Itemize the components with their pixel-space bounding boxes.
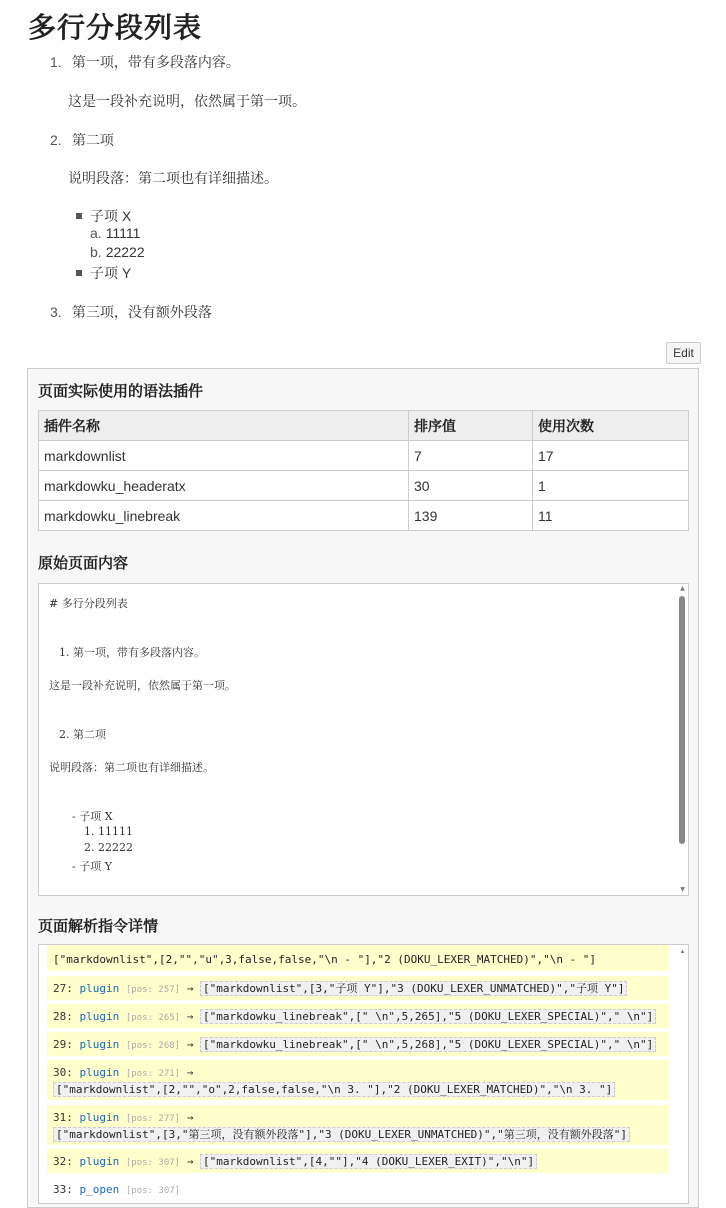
scroll-thumb[interactable] — [679, 596, 685, 844]
row-number: 32: — [53, 1155, 73, 1168]
raw-content-textarea[interactable] — [38, 583, 689, 896]
bullet-icon — [76, 270, 82, 276]
pos-label: [pos: 265] — [125, 1013, 181, 1023]
edit-button[interactable]: Edit — [666, 342, 701, 364]
pos-value: 268 — [158, 1041, 175, 1051]
list-item-paragraph: 说明段落：第二项也有详细描述。 — [68, 170, 278, 186]
arrow-icon: → — [186, 1010, 194, 1023]
scroll-up-icon[interactable]: ▲ — [679, 949, 686, 955]
nested-list-text: 22222 — [105, 244, 145, 260]
parse-code: ["markdownlist",[2,"","o",2,false,false,"\n 3. "],"2 (DOKU_LEXER_MATCHED)","\n 3. "] — [53, 1082, 615, 1097]
scrollbar[interactable] — [679, 949, 686, 1197]
parse-code: ["markdownlist",[4,""],"4 (DOKU_LEXER_EXIT)","\n"] — [200, 1154, 537, 1169]
raw-line: 1. 第一项，带有多段落内容。 — [59, 646, 205, 659]
list-number: 3. — [50, 304, 62, 320]
parse-row — [47, 1060, 669, 1100]
parse-code: ["markdowku_linebreak",[" \n",5,265],"5 (DOKU_LEXER_SPECIAL)"," \n"] — [200, 1009, 656, 1024]
arrow-icon: → — [186, 982, 194, 995]
raw-line: - 子项 X — [72, 810, 113, 823]
pos-value: 265 — [158, 1013, 175, 1023]
table-cell: 17 — [533, 441, 689, 471]
pos-value: 277 — [158, 1114, 175, 1124]
raw-content-title: 原始页面内容 — [38, 555, 129, 572]
parse-details-title: 页面解析指令详情 — [38, 918, 159, 935]
list-item-text: 第一项，带有多段落内容。 — [71, 54, 240, 70]
pos-label: [pos: 277] — [125, 1114, 181, 1124]
instruction-type: plugin — [79, 982, 120, 995]
pos-prefix: pos: — [131, 1013, 153, 1023]
table-cell: markdownlist — [39, 441, 409, 471]
nested-list-text: 11111 — [105, 225, 141, 241]
pos-prefix: pos: — [131, 985, 153, 995]
parse-row — [47, 1149, 669, 1173]
table-cell: 139 — [409, 501, 533, 531]
instruction-type: plugin — [79, 1155, 120, 1168]
bullet-icon — [76, 213, 82, 219]
parse-code: ["markdowku_linebreak",[" \n",5,268],"5 (DOKU_LEXER_SPECIAL)"," \n"] — [200, 1037, 656, 1052]
raw-line: - 子项 Y — [72, 860, 112, 873]
table-cell: 7 — [409, 441, 533, 471]
table-cell: markdowku_linebreak — [39, 501, 409, 531]
table-cell: 1 — [533, 471, 689, 501]
row-number: 30: — [53, 1066, 73, 1079]
list-item-3 — [50, 302, 212, 322]
list-number: 2. — [50, 132, 62, 148]
partial-row-header-icon — [53, 944, 219, 950]
parse-code: ["markdownlist",[3,"子项 Y"],"3 (DOKU_LEXER_UNMATCHED)","子项 Y"] — [200, 981, 628, 996]
nested-list-label: a. — [90, 225, 102, 241]
syntax-plugins-title: 页面实际使用的语法插件 — [38, 383, 204, 400]
table-row — [39, 501, 689, 531]
scroll-down-icon[interactable]: ▼ — [680, 886, 685, 893]
pos-label: [pos: 271] — [125, 1069, 181, 1079]
row-number: 29: — [53, 1038, 73, 1051]
pos-value: 271 — [158, 1069, 175, 1079]
pos-label: [pos: 268] — [125, 1041, 181, 1051]
table-row — [39, 441, 689, 471]
sub-list-item-x — [76, 206, 131, 226]
scroll-up-icon[interactable]: ▲ — [680, 585, 685, 592]
column-header: 使用次数 — [533, 411, 689, 441]
arrow-icon: → — [186, 1038, 194, 1051]
nested-list-label: b. — [90, 244, 102, 260]
plugins-table — [38, 410, 689, 531]
pos-prefix: pos: — [131, 1069, 153, 1079]
page-title: 多行分段列表 — [28, 12, 203, 43]
pos-label: [pos: 307] — [125, 1186, 181, 1196]
parse-details-list[interactable] — [38, 944, 689, 1204]
pos-prefix: pos: — [131, 1041, 153, 1051]
raw-line: 2. 22222 — [84, 841, 133, 854]
nested-list-item-a — [90, 225, 140, 241]
list-item-paragraph: 这是一段补充说明，依然属于第一项。 — [68, 93, 306, 109]
raw-line: 说明段落：第二项也有详细描述。 — [49, 761, 214, 774]
row-number: 27: — [53, 982, 73, 995]
table-cell: 11 — [533, 501, 689, 531]
sub-list-item-y — [76, 263, 131, 283]
pos-value: 307 — [158, 1158, 175, 1168]
column-header: 排序值 — [409, 411, 533, 441]
row-number: 33: — [53, 1183, 73, 1196]
parse-code: ["markdownlist",[2,"","u",3,false,false,"\n - "],"2 (DOKU_LEXER_MATCHED)","\n - "] — [53, 953, 597, 966]
arrow-icon: → — [186, 1155, 194, 1168]
parse-row — [47, 1177, 669, 1201]
parse-row — [47, 1105, 669, 1145]
raw-line: 2. 第二项 — [59, 728, 106, 741]
list-item-1 — [50, 52, 240, 72]
instruction-type: plugin — [79, 1038, 120, 1051]
pos-value: 307 — [158, 1186, 175, 1196]
sub-item-text: 子项 X — [90, 208, 132, 224]
parse-row — [47, 976, 669, 1000]
parse-row — [47, 1032, 669, 1056]
instruction-type: plugin — [79, 1066, 120, 1079]
list-number: 1. — [50, 54, 62, 70]
instruction-type: plugin — [79, 1010, 120, 1023]
row-number: 28: — [53, 1010, 73, 1023]
arrow-icon: → — [186, 1111, 194, 1124]
row-number: 31: — [53, 1111, 73, 1124]
raw-line: # 多行分段列表 — [49, 597, 128, 610]
nested-list-item-b — [90, 244, 145, 260]
raw-line: 这是一段补充说明，依然属于第一项。 — [49, 679, 236, 692]
list-item-text: 第二项 — [71, 132, 114, 148]
parse-row-partial — [47, 944, 669, 971]
instruction-type: p_open — [79, 1183, 120, 1196]
list-item-2 — [50, 130, 114, 150]
pos-prefix: pos: — [131, 1186, 153, 1196]
list-item-text: 第三项，没有额外段落 — [71, 304, 212, 320]
parse-code: ["markdownlist",[3,"第三项，没有额外段落"],"3 (DOKU_LEXER_UNMATCHED)","第三项，没有额外段落"] — [53, 1127, 630, 1142]
pos-label: [pos: 257] — [125, 985, 181, 995]
scrollbar[interactable] — [679, 585, 686, 893]
raw-line: 1. 11111 — [84, 825, 133, 838]
table-row — [39, 471, 689, 501]
parse-row — [47, 1004, 669, 1028]
pos-label: [pos: 307] — [125, 1158, 181, 1168]
pos-prefix: pos: — [131, 1114, 153, 1124]
pos-prefix: pos: — [131, 1158, 153, 1168]
instruction-type: plugin — [79, 1111, 120, 1124]
table-cell: markdowku_headeratx — [39, 471, 409, 501]
table-header-row — [39, 411, 689, 441]
table-cell: 30 — [409, 471, 533, 501]
column-header: 插件名称 — [39, 411, 409, 441]
pos-value: 257 — [158, 985, 175, 995]
sub-item-text: 子项 Y — [90, 265, 132, 281]
arrow-icon: → — [186, 1066, 194, 1079]
